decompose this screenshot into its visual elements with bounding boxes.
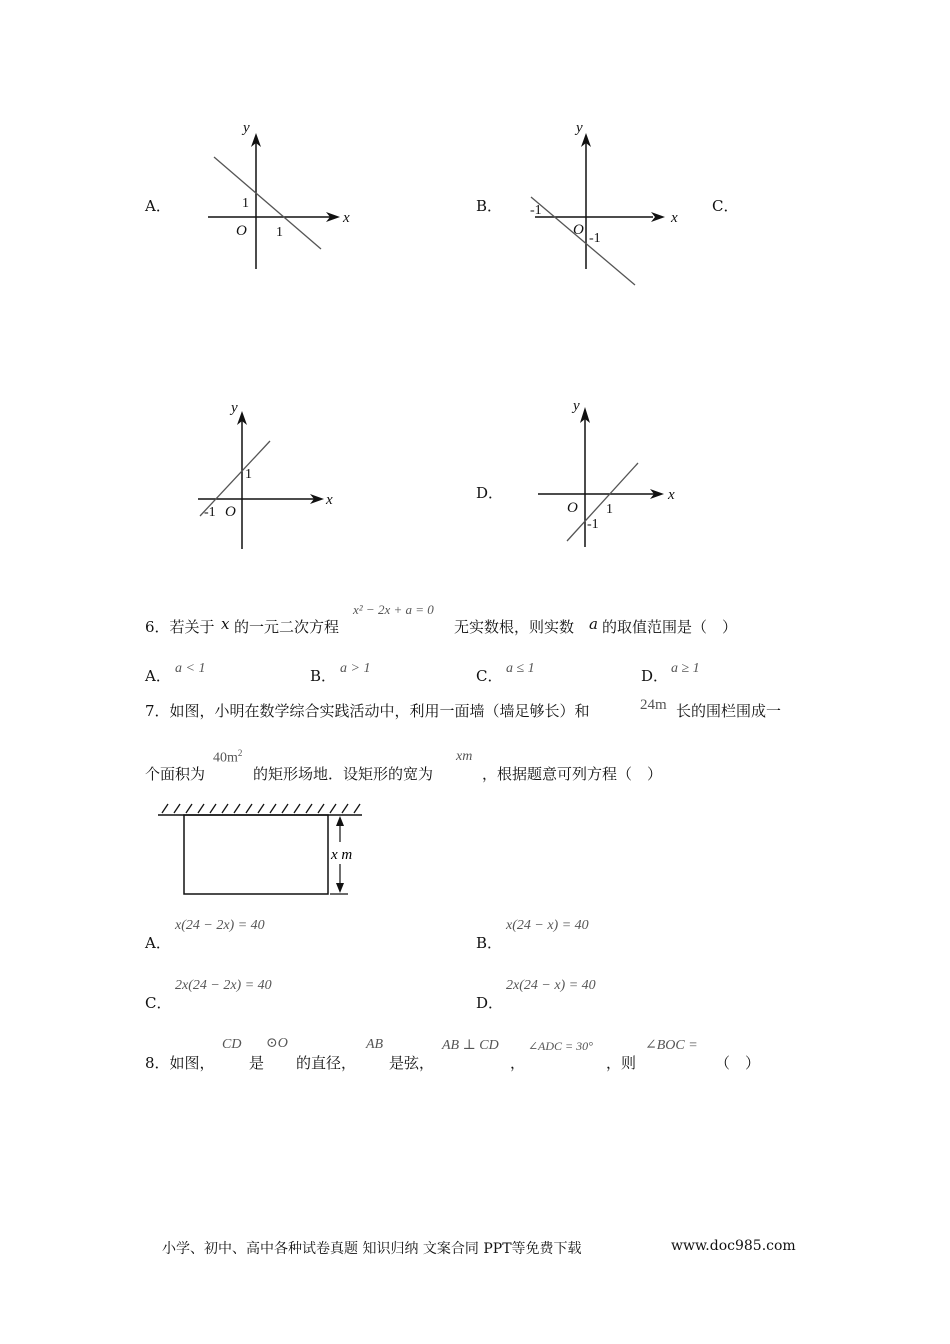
q8-chord: 是弦， xyxy=(389,1054,435,1072)
q7-figure-label: x m xyxy=(331,847,353,863)
origin-label: O xyxy=(236,223,247,239)
q7-option-d-letter: D． xyxy=(476,994,504,1012)
q6-option-d-letter: D． xyxy=(641,667,669,685)
x-axis-label: x xyxy=(326,492,333,508)
q6-middle: 的一元二次方程 xyxy=(234,618,340,636)
q7-option-b-expr: x(24 − x) = 40 xyxy=(506,918,589,933)
q6-post1: 无实数根，则实数 xyxy=(454,618,575,636)
y-intercept-label: -1 xyxy=(587,517,599,532)
footer-url[interactable]: www.doc985.com xyxy=(671,1238,796,1254)
q8-diameter: 的直径， xyxy=(296,1054,357,1072)
q6-option-d-expr: a ≥ 1 xyxy=(671,661,700,676)
q8-shi: 是 xyxy=(249,1054,265,1072)
q6-option-b-expr: a > 1 xyxy=(340,661,371,676)
graph-option-a xyxy=(200,115,360,275)
x-axis-label: x xyxy=(671,210,678,226)
y-intercept-label: -1 xyxy=(589,231,601,246)
q7-option-b-letter: B． xyxy=(476,934,503,952)
q7-line2-prefix: 个面积为 xyxy=(145,765,206,783)
q7-rectangle-figure xyxy=(150,798,370,902)
option-c-letter: C． xyxy=(712,197,739,215)
q7-line1-suffix: 长的围栏围成一 xyxy=(676,702,782,720)
graph-option-b xyxy=(525,115,685,290)
q6-option-c-letter: C． xyxy=(476,667,503,685)
q8-cd: CD xyxy=(222,1037,242,1052)
q6-var-x: x xyxy=(221,615,230,633)
origin-label: O xyxy=(225,504,236,520)
q7-line2-suffix: ，根据题意可列方程（ ） xyxy=(482,765,663,783)
q8-comma2: ，则 xyxy=(606,1054,637,1072)
q6-post2: 的取值范围是（ ） xyxy=(602,618,738,636)
graph-option-c xyxy=(190,395,350,555)
x-axis-label: x xyxy=(668,487,675,503)
q6-option-a-expr: a < 1 xyxy=(175,661,206,676)
option-d-letter: D． xyxy=(476,484,504,502)
q6-equation: x² − 2x + a = 0 xyxy=(353,602,434,617)
graph-option-d xyxy=(530,395,690,555)
x-intercept-label: -1 xyxy=(530,203,542,218)
x-axis-label: x xyxy=(343,210,350,226)
q6-prefix: 6．若关于 xyxy=(145,618,215,636)
q7-length: 24m xyxy=(640,697,667,713)
q7-line1-prefix: 7．如图，小明在数学综合实践活动中，利用一面墙（墙足够长）和 xyxy=(145,702,590,720)
q7-width: xm xyxy=(456,749,473,764)
q8-perp: AB ⊥ CD xyxy=(442,1038,499,1053)
q8-paren: （ ） xyxy=(715,1054,761,1072)
q7-option-a-letter: A． xyxy=(145,934,171,952)
q6-option-b-letter: B． xyxy=(310,667,337,685)
x-intercept-label: 1 xyxy=(606,502,613,517)
footer-text: 小学、初中、高中各种试卷真题 知识归纳 文案合同 PPT等免费下载 xyxy=(162,1241,582,1257)
q7-area: $40m^2$ xyxy=(213,748,243,766)
q7-option-d-expr: 2x(24 − x) = 40 xyxy=(506,978,596,993)
q7-option-a-expr: x(24 − 2x) = 40 xyxy=(175,918,265,933)
q6-var-a: a xyxy=(589,615,598,633)
y-axis-label: y xyxy=(576,120,583,136)
y-intercept-label: 1 xyxy=(242,196,249,211)
y-intercept-label: 1 xyxy=(245,467,252,482)
q8-prefix: 8．如图， xyxy=(145,1054,215,1072)
q7-option-c-letter: C． xyxy=(145,994,172,1012)
origin-label: O xyxy=(573,222,584,238)
option-b-letter: B． xyxy=(476,197,503,215)
q8-comma1: ， xyxy=(510,1054,526,1072)
q7-option-c-expr: 2x(24 − 2x) = 40 xyxy=(175,978,272,993)
option-a-letter: A． xyxy=(145,197,171,215)
y-axis-label: y xyxy=(243,120,250,136)
q8-boc: ∠BOC = xyxy=(645,1038,698,1053)
y-axis-label: y xyxy=(573,398,580,414)
q8-circle-o: ⊙O xyxy=(266,1036,288,1051)
q8-angle: ∠ADC = 30° xyxy=(528,1039,593,1053)
y-axis-label: y xyxy=(231,400,238,416)
q6-option-c-expr: a ≤ 1 xyxy=(506,661,535,676)
q8-ab: AB xyxy=(366,1037,384,1052)
x-intercept-label: 1 xyxy=(276,225,283,240)
q6-option-a-letter: A． xyxy=(145,667,171,685)
origin-label: O xyxy=(567,500,578,516)
x-intercept-label: -1 xyxy=(204,505,216,520)
q7-line2-middle: 的矩形场地．设矩形的宽为 xyxy=(253,765,434,783)
